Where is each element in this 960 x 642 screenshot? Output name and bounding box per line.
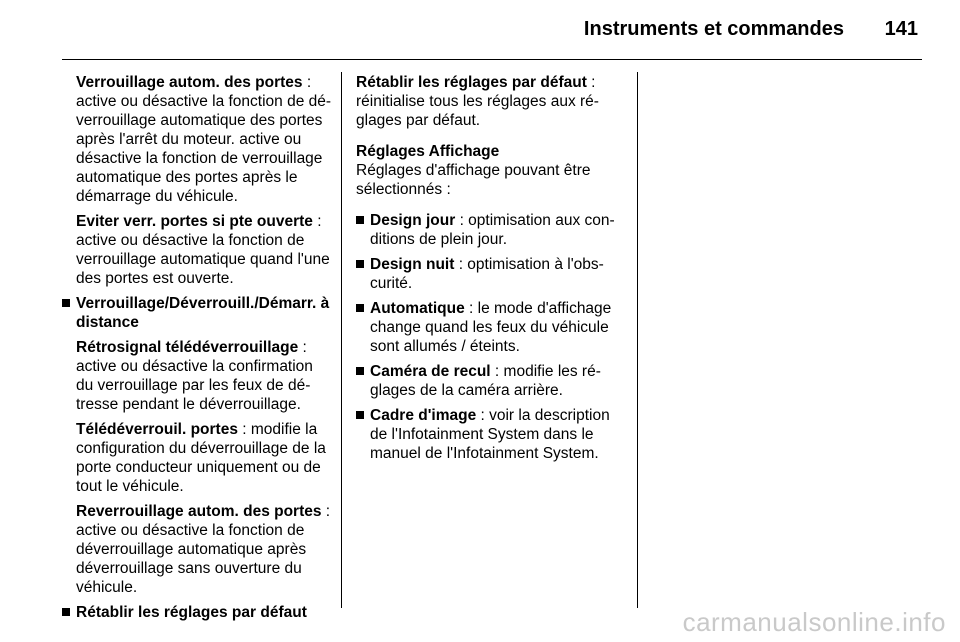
header-rule (62, 59, 922, 60)
page-header (0, 0, 960, 62)
right-column (356, 73, 624, 469)
bullet-term: Design jour (370, 212, 456, 229)
column-divider-right (637, 72, 638, 608)
entry-text: : modifie la configuration du déverrouillage de la porte conducteur uniquement ou de tout le véhicule. (76, 421, 326, 495)
square-bullet-icon (356, 411, 364, 419)
section-title: Réglages Affichage (356, 143, 500, 160)
bullet-automatic (356, 299, 624, 356)
entry-term: Rétrosignal télédéverrouillage (76, 339, 299, 356)
bullet-text: : modifie les réglages de la caméra arrière. (370, 363, 601, 399)
entry-text: : active ou désactive la confirmation du verrouillage par les feux de détresse pendant le déverrouillage. (76, 339, 313, 413)
bullet-text: : voir la description de l'Infotainment System dans le manuel de l'Infotainment System. (370, 407, 610, 462)
entry-term: Rétablir les réglages par défaut (356, 74, 587, 91)
entry-term: Eviter verr. portes si pte ouverte (76, 213, 313, 230)
square-bullet-icon (62, 608, 70, 616)
column-divider-left (341, 72, 342, 608)
page-number: 141 (884, 18, 918, 40)
section-intro: Réglages d'affichage pouvant être sélectionnés : (356, 162, 591, 198)
left-column (62, 73, 332, 628)
square-bullet-icon (356, 216, 364, 224)
bullet-term: Design nuit (370, 256, 455, 273)
bullet-night-design (356, 255, 624, 293)
bullet-term: Caméra de recul (370, 363, 491, 380)
bullet-term: Automatique (370, 300, 465, 317)
entry-auto-relock (62, 502, 332, 597)
entry-term: Télédéverrouil. portes (76, 421, 238, 438)
entry-remote-unlock-feedback (62, 338, 332, 414)
bullet-image-frame (356, 406, 624, 463)
entry-auto-lock (62, 73, 332, 206)
bullet-remote-lock (62, 294, 332, 332)
entry-remote-door-unlock (62, 420, 332, 496)
bullet-rear-camera (356, 362, 624, 400)
bullet-text: : le mode d'affichage change quand les feux du véhicule sont allumés / éteints. (370, 300, 612, 355)
entry-text: : active ou désactive la fonction de déverrouillage automatique après déverrouillage sans ouverture du véhicule. (76, 503, 331, 596)
watermark: carmanualsonline.info (682, 607, 946, 637)
square-bullet-icon (356, 304, 364, 312)
page-title: Instruments et commandes (583, 18, 844, 40)
bullet-label: Verrouillage/Déverrouill./Démarr. à distance (76, 295, 330, 331)
bullet-text: : optimisation aux conditions de plein jour. (370, 212, 615, 248)
bullet-term: Cadre d'image (370, 407, 477, 424)
bullet-day-design (356, 211, 624, 249)
entry-term: Verrouillage autom. des portes (76, 74, 303, 91)
square-bullet-icon (356, 367, 364, 375)
square-bullet-icon (62, 299, 70, 307)
entry-text: : active ou désactive la fonction de verrouillage automatique quand l'une des portes est ouverte. (76, 213, 330, 287)
display-settings-section (356, 142, 624, 199)
entry-text: : active ou désactive la fonction de déverrouillage automatique des portes après l'arrêt du moteur. active ou désactive la fonction de verrouillage automatique des portes après le démarrage du véhicule. (76, 74, 332, 205)
entry-text: : réinitialise tous les réglages aux réglages par défaut. (356, 74, 599, 129)
bullet-restore-defaults (62, 603, 332, 622)
bullet-text: : optimisation à l'obscurité. (370, 256, 604, 292)
entry-avoid-lock-door-open (62, 212, 332, 288)
entry-term: Reverrouillage autom. des portes (76, 503, 322, 520)
entry-restore-defaults (356, 73, 624, 130)
square-bullet-icon (356, 260, 364, 268)
bullet-label: Rétablir les réglages par défaut (76, 604, 307, 621)
